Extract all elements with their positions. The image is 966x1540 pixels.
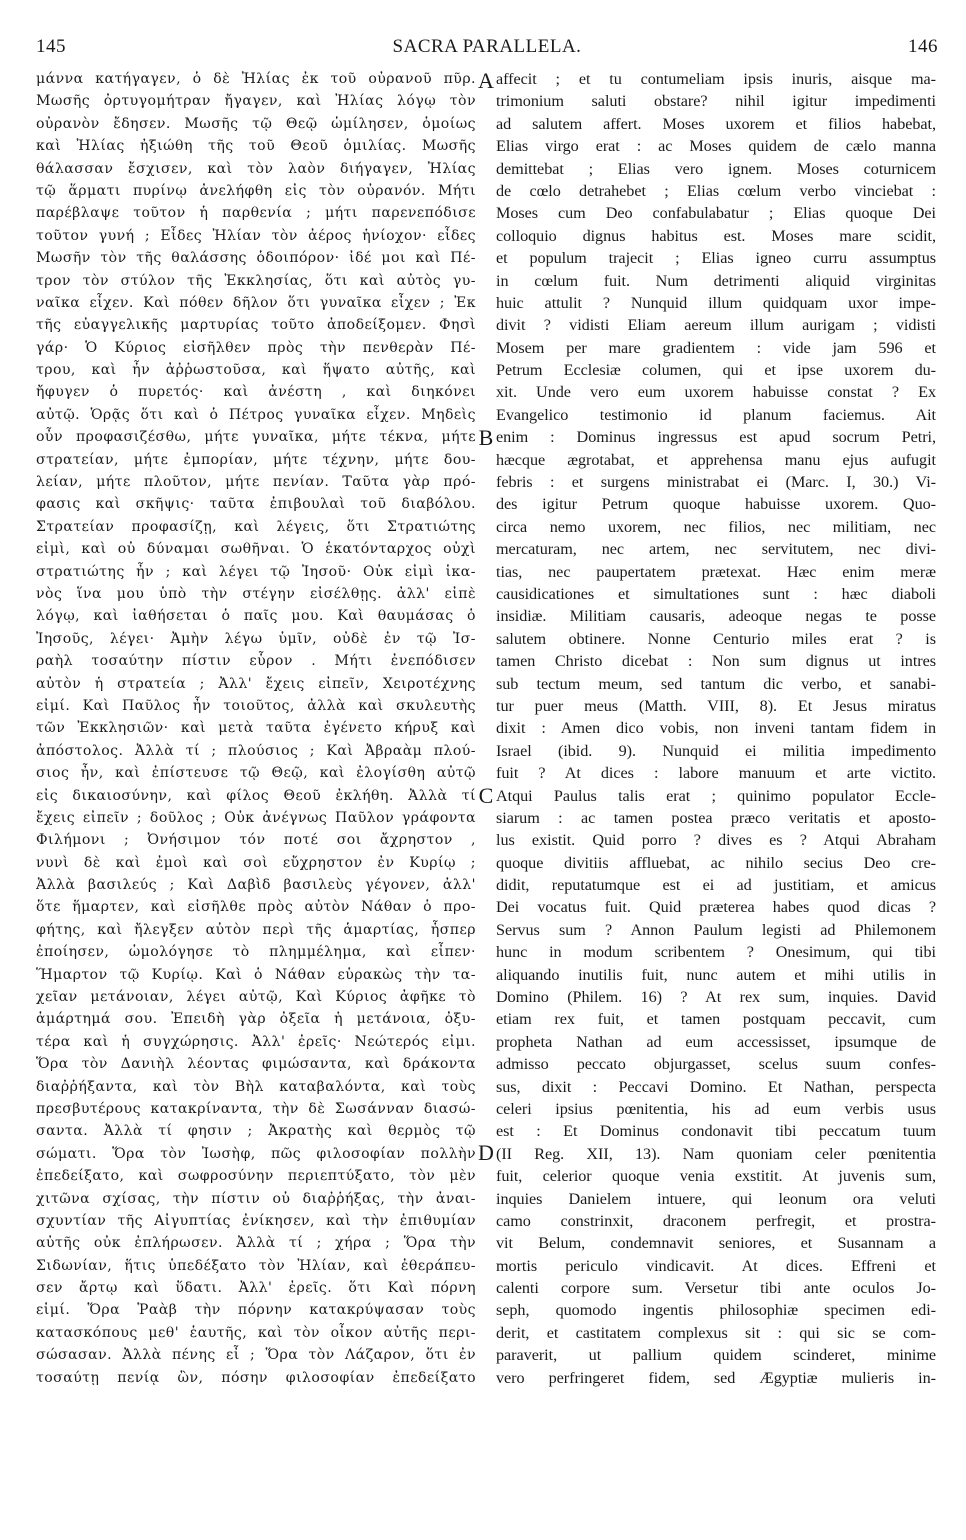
greek-text-line: τῶν Ἐκκλησιῶν· καὶ μετὰ ταῦτα ἐγένετο κήρυξ καὶ <box>36 720 476 737</box>
greek-text-line: Ἥμαρτον τῷ Κυρίῳ. Καὶ ὁ Νάθαν εὑρακὼς τὴν τα- <box>36 966 476 983</box>
latin-text-line: affecit ; et tu contumeliam ipsis inuris, aisque ma- <box>496 70 936 88</box>
greek-text-line: Ὅρα τὸν Δανιὴλ λέοντας φιμώσαντα, καὶ δράκοντα <box>36 1056 476 1073</box>
greek-text-line: νὸς ἵνα μου ὑπὸ τὴν στέγην εἰσέλθῃς. ἀλλ' εἰπὲ <box>36 585 476 602</box>
latin-text-line: hunc in modum scribentem ? Onesimum, qui tibi <box>496 943 936 962</box>
latin-text-line: Servus sum ? Annon Paulum legisti ad Philemonem <box>496 920 936 939</box>
greek-text-line: θάλασσαν ἔσχισεν, καὶ τὸν λαὸν διήγαγεν, Ἠλίας <box>36 160 476 177</box>
greek-text-line: στρατιώτης ἦν ; καὶ λέγει τῷ Ἰησοῦ· Οὐκ εἰμὶ ἱκα- <box>36 563 476 580</box>
greek-text-line: Μωσῆς ὀρτυγομήτραν ἤγαγεν, καὶ Ἠλίας λόγῳ τὸν <box>36 93 476 110</box>
greek-text-line: ἀπόστολος. Ἀλλὰ τί ; πλούσιος ; Καὶ Ἀβραὰμ πλού- <box>36 742 476 759</box>
greek-text-line: Φιλήμονι ; Ὀνήσιμον τόν ποτέ σοι ἄχρηστον , <box>36 832 476 849</box>
latin-text-line: derit, et castitatem complexus sit : qui sic se com- <box>496 1323 936 1342</box>
latin-text-line: Israel (ibid. 9). Nunquid ei militia impedimento <box>496 741 936 760</box>
latin-text-line: causidicationes et simultationes sunt : hæc diaboli <box>496 584 936 603</box>
latin-text-line: seph, quomodo ingentis philosophiæ specimen edi- <box>496 1301 936 1320</box>
greek-text-line: πρεσβυτέρους κατακρίναντα, τὴν δὲ Σωσάνναν διασώ- <box>36 1100 476 1117</box>
latin-text-line: trimonium saluti obstare? nihil igitur impedimenti <box>496 92 936 111</box>
latin-text-line: de cœlo detrahebet ; Elias cœlum verbo vinciebat : <box>496 181 936 200</box>
latin-text-line: Atqui Paulus talis erat ; quinimo populator Eccle- <box>496 786 936 805</box>
latin-text-line: tur puer meus (Matth. VIII, 8). Et Jesus miratus <box>496 696 936 715</box>
greek-text-line: σεν ἄρτῳ καὶ ὕδατι. Ἀλλ' ἐρεῖς. ὅτι Καὶ πόρνη <box>36 1280 476 1297</box>
greek-text-line: παρέβλαψε τοῦτον ἡ παρθενία ; μήτι παρενεπόδισε <box>36 205 476 222</box>
latin-text-line: colloquio dignus habitus est. Moses mare scidit, <box>496 226 936 245</box>
greek-text-line: ἤφυγεν ὁ πυρετός· καὶ ἀνέστη , καὶ διηκόνει <box>36 384 476 401</box>
latin-text-line: fuit ? At dices : labore manuum et arte victito. <box>496 764 936 783</box>
greek-text-line: στρατείαν, μήτε ἐμπορίαν, μήτε τέχνην, μήτε δου- <box>36 451 476 468</box>
greek-text-line: διαῤῥήξαντα, καὶ τὸν Βὴλ καταβαλόντα, καὶ τοὺς <box>36 1078 476 1095</box>
latin-text-line: tias, nec paupertatem prætexat. Hæc enim meræ <box>496 562 936 581</box>
latin-text-line: Moses cum Deo confabulabatur ; Elias quoque Dei <box>496 204 936 223</box>
greek-text-line: νυνὶ δὲ καὶ ἐμοὶ καὶ σοὶ εὔχρηστον ἐν Κυρίῳ ; <box>36 854 476 871</box>
greek-text-line: σιος ἦν, καὶ ἐπίστευσε τῷ Θεῷ, καὶ ἐλογίσθη αὐτῷ <box>36 765 476 782</box>
latin-text-line: insidiæ. Militiam causaris, adeoque negas te posse <box>496 607 936 626</box>
greek-text-line: χεῖαν μετάνοιαν, λέγει αὐτῷ, Καὶ Κύριος ἀφῆκε τὸ <box>36 989 476 1006</box>
greek-text-line: εἰς δικαιοσύνην, καὶ φίλος Θεοῦ ἐκλήθη. Ἀλλὰ τί <box>36 787 476 804</box>
latin-text-line: (II Reg. XII, 13). Nam quoniam celer pœnitentia <box>496 1144 936 1163</box>
latin-text-line: didit, reputatumque est ei ad justitiam, et amicus <box>496 876 936 895</box>
latin-text-line: calenti corpore sum. Versetur tibi ante oculos Jo- <box>496 1279 936 1298</box>
latin-text-line: tamen Christo dicebat : Non sum dignus ut intres <box>496 652 936 671</box>
latin-text-line: admisso peccato objurgasset, scelus suum confes- <box>496 1055 936 1074</box>
greek-text-line: ραὴλ τοσαύτην πίστιν εὗρον . Μήτι ἐνεπόδισεν <box>36 653 476 670</box>
greek-text-line: εἰμί. Ὅρα Ῥαὰβ τὴν πόρνην κατακρύψασαν τοὺς <box>36 1302 476 1319</box>
greek-text-line: ναῖκα εἶχεν. Καὶ πόθεν δῆλον ὅτι γυναῖκα εἶχεν ; Ἐκ <box>36 294 476 311</box>
greek-text-line: λόγῳ, καὶ ἰαθήσεται ὁ παῖς μου. Καὶ θαυμάσας ὁ <box>36 608 476 625</box>
page-number-right: 146 <box>908 36 938 57</box>
latin-text-line: aliquando inutilis fuit, nunc autem et mihi utilis in <box>496 965 936 984</box>
latin-text-line: Mosem per mare gradientem : vide jam 596 et <box>496 338 936 357</box>
latin-text-line: propheta Nathan ad eum accessisset, ipsumque de <box>496 1032 936 1051</box>
latin-text-line: xit. Unde vero eum uxorem habuisse constat ? Ex <box>496 383 936 402</box>
greek-text-line: τῷ ἅρματι πυρίνῳ ἀνελήφθη εἰς τὸν οὐρανόν. Μήτι <box>36 182 476 199</box>
latin-text-line: sus, dixit : Peccavi Domino. Et Nathan, perspecta <box>496 1077 936 1096</box>
greek-text-line: αὐτῆς οὐκ ἐπλήρωσεν. Ἀλλὰ τί ; χήρα ; Ὅρα τὴν <box>36 1235 476 1252</box>
section-marker-d: D <box>478 1140 494 1165</box>
greek-text-line: σαντα. Ἀλλὰ τί φησιν ; Ἀκρατὴς καὶ θερμὸς τῷ <box>36 1123 476 1140</box>
greek-text-line: φασις καὶ σκῆψις· ταῦτα ἐπιβουλαὶ τοῦ διαβόλου. <box>36 496 476 513</box>
latin-text-line: demittebat ; Elias vero ignem. Moses coturnicem <box>496 159 936 178</box>
latin-text-line: Petrum Ecclesiæ columen, qui et ipse uxorem du- <box>496 361 936 380</box>
latin-text-line: lus existit. Quid porro ? dives es ? Atqui Abraham <box>496 831 936 850</box>
latin-text-line: etiam rex fuit, et tamen postquam peccavit, cum <box>496 1010 936 1029</box>
latin-text-line: salutem obtinere. Nonne Centurio miles erat ? is <box>496 629 936 648</box>
greek-text-line: Μωσῆν τὸν τῆς θαλάσσης ὁδοιπόρον· ἰδέ μοι καὶ Πέ- <box>36 250 476 267</box>
latin-text-line: vit Belum, condemnavit seniores, et Susannam a <box>496 1234 936 1253</box>
greek-text-line: σώσασαν. Ἀλλὰ πένης εἶ ; Ὅρα τὸν Λάζαρον, ὅτι ἐν <box>36 1347 476 1364</box>
greek-text-line: αὐτῷ. Ὁρᾷς ὅτι καὶ ὁ Πέτρος γυναῖκα εἶχεν. Μηδεὶς <box>36 406 476 423</box>
latin-text-line: Evangelico testimonio id planum faciemus. Ait <box>496 405 936 424</box>
latin-text-line: des igitur Petrum quoque habuisse uxorem. Quo- <box>496 495 936 514</box>
greek-text-line: οὖν προφασιζέσθω, μήτε γυναῖκα, μήτε τέκνα, μήτε <box>36 429 476 446</box>
latin-text-line: inquies Danielem intuere, qui leonum ora veluti <box>496 1189 936 1208</box>
greek-text-line: γάρ· Ὁ Κύριος εἰσῆλθεν πρὸς τὴν πενθερὰν Πέ- <box>36 339 476 356</box>
latin-text-line: huic attulit ? Nunquid illum quidquam uxor impe- <box>496 293 936 312</box>
latin-text-line: divit ? vidisti Eliam aereum illum aurigam ; vidisti <box>496 316 936 335</box>
latin-text-line: circa nemo uxorem, nec filios, nec militiam, nec <box>496 517 936 536</box>
greek-text-line: οὐρανὸν ἔδησεν. Μωσῆς τῷ Θεῷ ὡμίλησεν, ὁμοίως <box>36 115 476 132</box>
latin-text-line: dixit : Amen dico vobis, non inveni tantam fidem in <box>496 719 936 738</box>
greek-text-line: φήτης, καὶ ἤλεγξεν αὐτὸν περὶ τῆς ἁμαρτίας, ἧσπερ <box>36 921 476 938</box>
latin-text-line: hæcque ægrotabat, et apprehensa manu ejus aufugit <box>496 450 936 469</box>
greek-text-line: ἐπεδείξατο, καὶ σωφροσύνην περιεπτύξατο, τὸν μὲν <box>36 1168 476 1185</box>
latin-text-line: sub tectum meum, sed tantum dic verbo, et sanabi- <box>496 674 936 693</box>
latin-text-line: vero perfringeret fidem, sed Ægyptiæ mulieris in- <box>496 1368 936 1387</box>
greek-text-line: μάννα κατήγαγεν, ὁ δὲ Ἠλίας ἐκ τοῦ οὐρανοῦ πῦρ. <box>36 71 476 87</box>
latin-text-line: Elias virgo erat : ac Moses quidem de cælo manna <box>496 137 936 156</box>
latin-text-line: febris : et surgens ministrabat ei (Marc. I, 30.) Vi- <box>496 473 936 492</box>
page-number-left: 145 <box>36 36 66 57</box>
greek-text-line: ὅτε ἥμαρτεν, καὶ εἰσῆλθε πρὸς αὐτὸν Νάθαν ὁ προ- <box>36 899 476 916</box>
latin-text-line: Domino (Philem. 16) ? At rex sum, inquies. David <box>496 988 936 1007</box>
latin-text-line: quoque divitiis affluebat, ac nihilo secius Deo cre- <box>496 853 936 872</box>
greek-text-line: σώματι. Ὅρα τὸν Ἰωσὴφ, πῶς φιλοσοφίαν πολλὴν <box>36 1145 476 1162</box>
greek-text-line: αὐτὸν ἡ στρατεία ; Ἀλλ' ἔχεις εἰπεῖν, Χειροτέχνης <box>36 675 476 692</box>
latin-text-line: paraverit, ut pallium quidem scinderet, minime <box>496 1346 936 1365</box>
greek-text-line: τρου, καὶ ἦν ἀῤῥωστοῦσα, καὶ ἥψατο αὐτῆς, καὶ <box>36 362 476 379</box>
greek-text-line: Σιδωνίαν, ἥτις ὑπεδέξατο τὸν Ἠλίαν, καὶ ἐθεράπευ- <box>36 1257 476 1274</box>
greek-text-column <box>36 68 476 1389</box>
greek-text-line: Στρατείαν προφασίζῃ, καὶ λέγεις, ὅτι Στρατιώτης <box>36 518 476 535</box>
greek-text-line: εἰμί. Καὶ Παῦλος ἦν τοιοῦτος, ἀλλὰ καὶ σκυλευτὴς <box>36 697 476 714</box>
section-marker-c: C <box>478 783 494 808</box>
section-marker-a: A <box>478 68 494 93</box>
greek-text-line: σχυντίαν τῆς Αἰγυπτίας ἐνίκησεν, καὶ τὴν ἐπιθυμίαν <box>36 1212 476 1229</box>
greek-text-line: τέρα καὶ ἡ συγχώρησις. Ἀλλ' ἐρεῖς· Νεώτερός εἰμι. <box>36 1033 476 1050</box>
latin-text-line: est : Et Dominus condonavit tibi peccatum tuum <box>496 1122 936 1141</box>
greek-text-line: τῆς εὐαγγελικῆς μαρτυρίας τοῦτο ἀποδείξομεν. Φησὶ <box>36 317 476 334</box>
greek-text-line: λείαν, μήτε πλοῦτον, μήτε πενίαν. Ταῦτα γὰρ πρό- <box>36 474 476 491</box>
latin-text-line: ad salutem affert. Moses uxorem et filios habebat, <box>496 114 936 133</box>
latin-text-line: Dei vocatus fuit. Quid præterea habes quod dicas ? <box>496 898 936 917</box>
latin-text-line: mortis periculo vindicavit. At dices. Effreni et <box>496 1256 936 1275</box>
greek-text-line: χιτῶνα σχίσας, τὴν πίστιν οὐ διαῤῥήξας, τὴν ἀναι- <box>36 1190 476 1207</box>
greek-text-line: ἔχεις εἰπεῖν ; δοῦλος ; Οὐκ ἀνέγνως Παῦλον γράφοντα <box>36 809 476 826</box>
greek-text-line: Ἰησοῦς, λέγει· Ἀμὴν λέγω ὑμῖν, οὐδὲ ἐν τῷ Ἰσ- <box>36 630 476 647</box>
greek-text-line: τοσαύτῃ πενίᾳ ὢν, πόσην φιλοσοφίαν ἐπεδείξατο <box>36 1369 476 1386</box>
greek-text-line: Ἀλλὰ βασιλεύς ; Καὶ Δαβὶδ βασιλεὺς γέγονεν, ἀλλ' <box>36 877 476 894</box>
latin-text-line: in cœlum fuit. Num detrimenti aliquid virginitas <box>496 271 936 290</box>
latin-text-line: siarum : ac tamen postea præco veritatis et aposto- <box>496 808 936 827</box>
latin-text-line: mercaturam, nec artem, nec servitutem, nec divi- <box>496 540 936 559</box>
latin-text-line: enim : Dominus ingressus est apud socrum Petri, <box>496 428 936 447</box>
greek-text-line: τοῦτον γυνή ; Εἶδες Ἠλίαν τὸν ἀέρος ἡνίοχον· εἶδες <box>36 227 476 244</box>
greek-text-line: κατασκόπους μεθ' ἑαυτῆς, καὶ τὸν οἶκον αὐτῆς περι- <box>36 1324 476 1341</box>
greek-text-line: ἐποίησεν, ὡμολόγησε τὸ πλημμέλημα, καὶ εἶπεν· <box>36 944 476 961</box>
greek-text-line: τρον τὸν στύλον τῆς Ἐκκλησίας, ὅτι καὶ αὐτὸς γυ- <box>36 272 476 289</box>
greek-text-line: εἰμὶ, καὶ οὐ δύναμαι σωθῆναι. Ὁ ἑκατόνταρχος οὐχὶ <box>36 541 476 558</box>
latin-text-line: camo constrinxit, draconem perfregit, et prostra- <box>496 1211 936 1230</box>
greek-text-line: ἁμάρτημά σου. Ἐπειδὴ γὰρ ὀξεῖα ἡ μετάνοια, ὀξυ- <box>36 1011 476 1028</box>
latin-text-line: fuit, celerior quoque venia exstitit. At juvenis sum, <box>496 1167 936 1186</box>
section-marker-b: B <box>478 425 494 450</box>
latin-text-line: celeri ipsius pœnitentia, his ad eum verbis usus <box>496 1099 936 1118</box>
greek-text-line: καὶ Ἠλίας ἠξιώθη τῆς τοῦ Θεοῦ ὁμιλίας. Μωσῆς <box>36 138 476 155</box>
running-title: SACRA PARALLELA. <box>392 36 582 57</box>
latin-text-line: et populum trajecit ; Elias igneo curru assumptus <box>496 249 936 268</box>
page-header <box>36 36 938 60</box>
latin-text-column <box>496 68 936 1389</box>
